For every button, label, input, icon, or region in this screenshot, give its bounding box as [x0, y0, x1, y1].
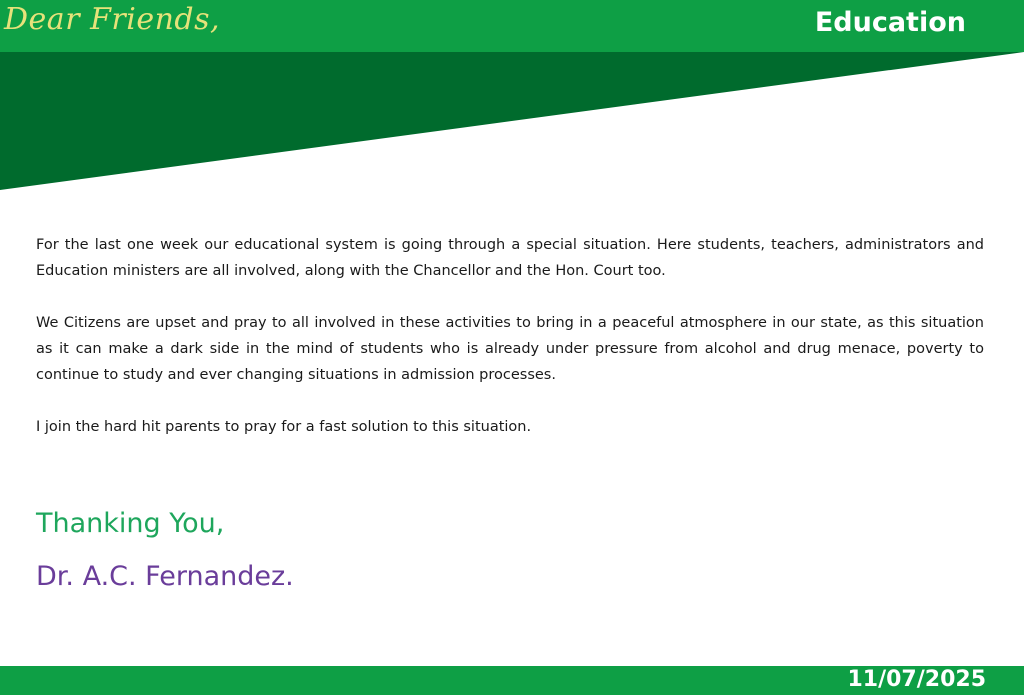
letter-body [36, 232, 984, 466]
body-paragraph-2: We Citizens are upset and pray to all involved in these activities to bring in a peaceful atmosphere in our state, as this situation as it can make a dark side in the mind of students who is already under pressure from alcohol and drug menace, poverty to continue to study and ever changing situations in admission processes. [36, 315, 984, 383]
body-paragraph-3: I join the hard hit parents to pray for a fast solution to this situation. [36, 419, 532, 435]
body-paragraph-1: For the last one week our educational system is going through a special situation. Here students, teachers, administrators and Education ministers are all involved, along with the Chancellor and the Hon. Court too. [36, 237, 984, 279]
footer-date: 11/07/2025 [847, 667, 986, 692]
signature-name: Dr. A.C. Fernandez. [36, 561, 294, 592]
greeting-heading: Dear Friends, [4, 2, 221, 37]
header-banner [0, 0, 1024, 190]
closing-thanks: Thanking You, [36, 508, 225, 539]
topic-title: Education [814, 7, 966, 38]
footer-bar [0, 666, 1024, 695]
